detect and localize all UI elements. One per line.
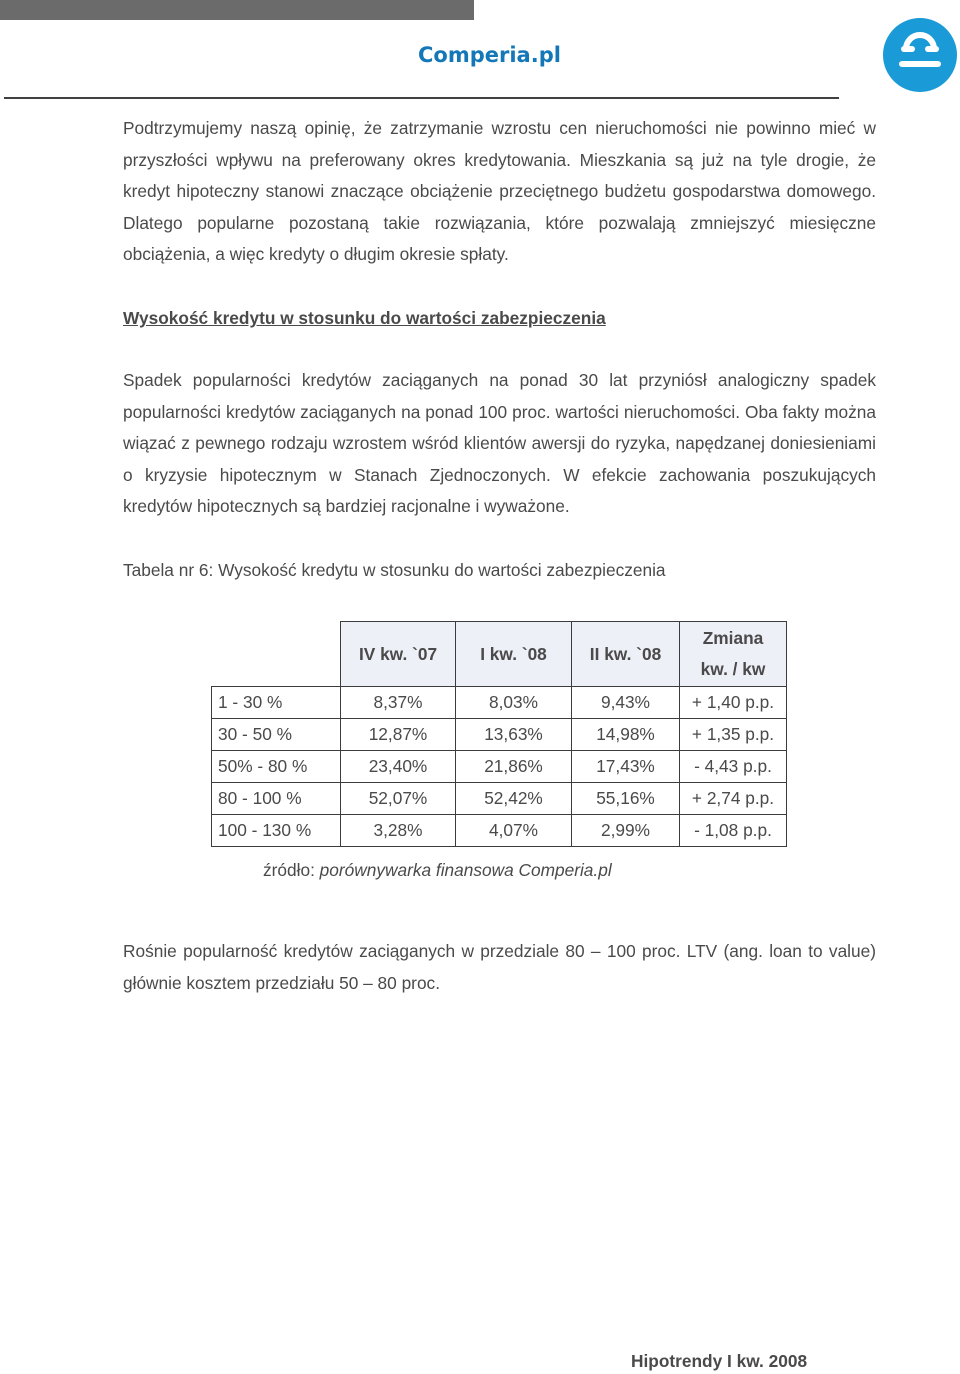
table-row <box>212 719 787 751</box>
change-cell: - 1,08 p.p. <box>680 815 787 847</box>
value-cell: 52,42% <box>456 783 572 815</box>
top-bar <box>0 0 474 20</box>
table-caption: Tabela nr 6: Wysokość kredytu w stosunku do wartości zabezpieczenia <box>123 560 666 580</box>
footer-title: Hipotrendy I kw. 2008 <box>631 1351 808 1371</box>
value-cell: 13,63% <box>456 719 572 751</box>
header-q4-07: IV kw. `07 <box>341 622 456 687</box>
header-change-line1: Zmiana <box>702 628 764 648</box>
value-cell: 52,07% <box>341 783 456 815</box>
table-row <box>212 751 787 783</box>
change-cell: + 2,74 p.p. <box>680 783 787 815</box>
header-divider <box>4 97 839 99</box>
value-cell: 55,16% <box>572 783 680 815</box>
change-cell: + 1,35 p.p. <box>680 719 787 751</box>
value-cell: 2,99% <box>572 815 680 847</box>
change-cell: - 4,43 p.p. <box>680 751 787 783</box>
table-row <box>212 815 787 847</box>
header-change <box>680 622 787 687</box>
value-cell: 23,40% <box>341 751 456 783</box>
header-change-line2: kw. / kw <box>700 659 766 679</box>
range-cell: 1 - 30 % <box>212 687 341 719</box>
source-value: porównywarka finansowa Comperia.pl <box>319 860 612 880</box>
source-label: źródło: <box>263 860 320 880</box>
range-cell: 50% - 80 % <box>212 751 341 783</box>
table-row <box>212 687 787 719</box>
range-cell: 80 - 100 % <box>212 783 341 815</box>
closing-paragraph: Rośnie popularność kredytów zaciąganych w przedziale 80 – 100 proc. LTV (ang. loan to value) głównie kosztem przedziału 50 – 80 proc. <box>123 941 876 993</box>
section-heading: Wysokość kredytu w stosunku do wartości zabezpieczenia <box>123 308 606 328</box>
scales-logo-icon[interactable] <box>882 17 958 93</box>
value-cell: 4,07% <box>456 815 572 847</box>
value-cell: 8,37% <box>341 687 456 719</box>
change-cell: + 1,40 p.p. <box>680 687 787 719</box>
header-q1-08: I kw. `08 <box>456 622 572 687</box>
range-cell: 100 - 130 % <box>212 815 341 847</box>
range-cell: 30 - 50 % <box>212 719 341 751</box>
value-cell: 8,03% <box>456 687 572 719</box>
section-paragraph: Spadek popularności kredytów zaciąganych na ponad 30 lat przyniósł analogiczny spadek popularności kredytów zaciąganych na ponad 100 proc. wartości nieruchomości. Oba fakty można wiązać z pewnego rodzaju wzrostem wśród klientów awersji do ryzyka, napędzanej doniesieniami o kryzysie hipotecznym w Stanach Zjednoczonych. W efekcie zachowania poszukujących kredytów hipotecznych są bardziej racjonalne i wyważone. <box>123 370 876 516</box>
ltv-table <box>211 621 787 847</box>
value-cell: 3,28% <box>341 815 456 847</box>
value-cell: 21,86% <box>456 751 572 783</box>
header-empty-cell <box>212 622 341 687</box>
table-row <box>212 783 787 815</box>
value-cell: 17,43% <box>572 751 680 783</box>
intro-paragraph: Podtrzymujemy naszą opinię, że zatrzymanie wzrostu cen nieruchomości nie powinno mieć w przyszłości wpływu na preferowany okres kredytowania. Mieszkania są już na tyle drogie, że kredyt hipoteczny stanowi znaczące obciążenie przeciętnego budżetu gospodarstwa domowego. Dlatego popularne pozostaną takie rozwiązania, które pozwalają zmniejszyć miesięczne obciążenia, a więc kredyty o długim okresie spłaty. <box>123 118 876 264</box>
table-header-row <box>212 622 787 687</box>
value-cell: 9,43% <box>572 687 680 719</box>
header-q2-08: II kw. `08 <box>572 622 680 687</box>
value-cell: 14,98% <box>572 719 680 751</box>
value-cell: 12,87% <box>341 719 456 751</box>
brand-title[interactable]: Comperia.pl <box>418 43 561 67</box>
table-source <box>263 857 612 883</box>
